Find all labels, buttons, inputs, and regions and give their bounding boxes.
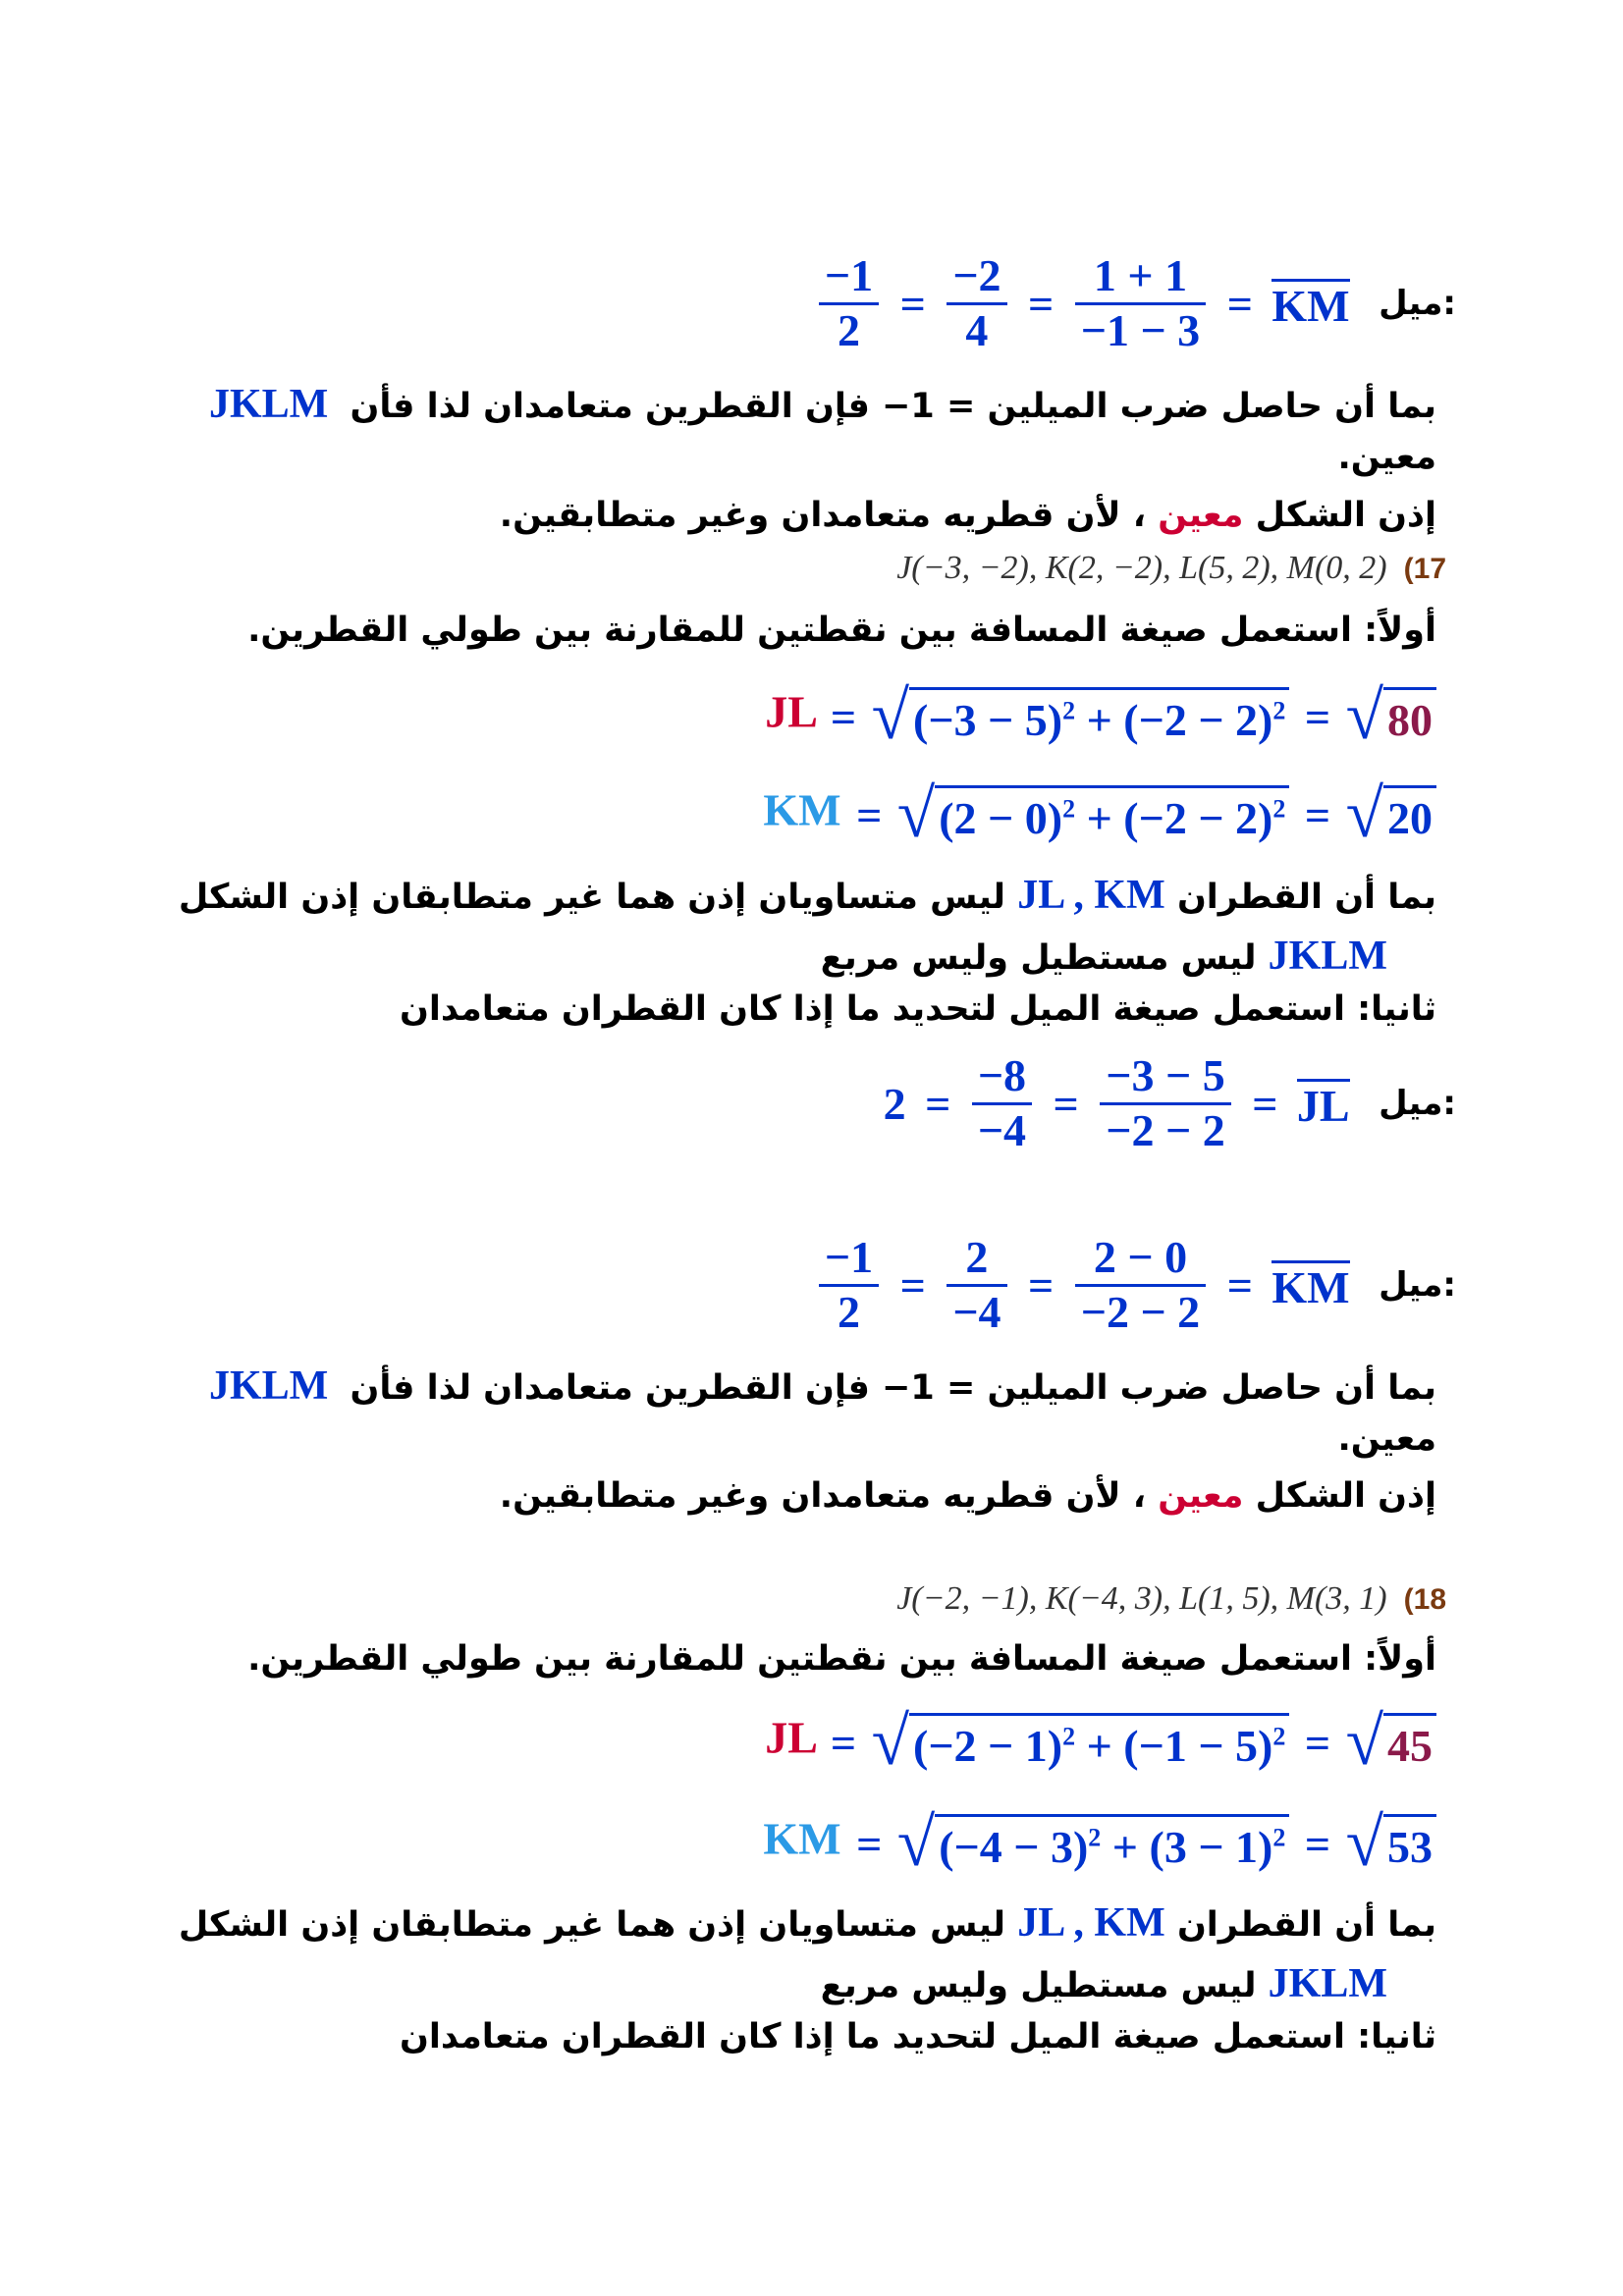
rhombus-word-17: معين. bbox=[1337, 1419, 1436, 1459]
product-line-1: بما أن حاصل ضرب الميلين = 1− فإن القطرين متعامدان لذا فأن JKLM bbox=[208, 382, 1436, 427]
diagonals-line-17: بما أن القطران JL , KM ليس متساويان إذن هما غير متطابقان إذن الشكل bbox=[178, 873, 1436, 918]
slope-label: ميل: bbox=[1379, 284, 1456, 324]
second-step-18: ثانيا: استعمل صيغة الميل لتحديد ما إذا كان القطران متعامدان bbox=[400, 2017, 1436, 2056]
km-distance-17: KM = $√(2 - 0)^2 + (-2 - 2)^2 = √20$ bbox=[763, 775, 1436, 854]
fraction: $\frac{-2}{4}$ bbox=[947, 250, 1006, 357]
fraction: $\frac{-1}{2}$ bbox=[819, 250, 879, 357]
segment-km: KM bbox=[1271, 1261, 1350, 1312]
jl-distance-17: JL = $√(-3 - 5)^2 + (-2 - 2)^2 = √80$ bbox=[765, 677, 1436, 756]
second-step-17: ثانيا: استعمل صيغة الميل لتحديد ما إذا كان القطران متعامدان bbox=[400, 989, 1436, 1029]
not-rect-18: JKLM ليس مستطيل وليس مربع bbox=[820, 1961, 1387, 2006]
km-distance-18: KM = $√(-4 - 3)^2 + (3 - 1)^2 = √53$ bbox=[763, 1804, 1436, 1883]
diagonals-line-18: بما أن القطران JL , KM ليس متساويان إذن هما غير متطابقان إذن الشكل bbox=[178, 1900, 1436, 1946]
conclusion-1: إذن الشكل معين ، لأن قطريه متعامدان وغير متطابقين. bbox=[499, 496, 1436, 535]
product-line-17: بما أن حاصل ضرب الميلين = 1− فإن القطرين متعامدان لذا فأن JKLM bbox=[208, 1363, 1436, 1409]
first-step-18: أولاً: استعمل صيغة المسافة بين نقطتين للمقارنة بين طولي القطرين. bbox=[247, 1639, 1436, 1679]
conclusion-17: إذن الشكل معين ، لأن قطريه متعامدان وغير متطابقين. bbox=[499, 1476, 1436, 1516]
rhombus-word-1: معين. bbox=[1337, 438, 1436, 477]
slope-km-formula-1: $\frac{-1}{2}$ = $\frac{-2}{4}$ = $\frac{1 + 1}{-1 - 3}$ = KM ميل: bbox=[813, 250, 1456, 357]
slope-km-17: $\frac{-1}{2}$ = $\frac{2}{-4}$ = $\frac{2 - 0}{-2 - 2}$ = KM ميل: bbox=[813, 1232, 1456, 1339]
jl-distance-18: JL = $√(-2 - 1)^2 + (-1 - 5)^2 = √45$ bbox=[765, 1703, 1436, 1782]
first-step-17: أولاً: استعمل صيغة المسافة بين نقطتين للمقارنة بين طولي القطرين. bbox=[247, 611, 1436, 650]
segment-km: KM bbox=[1271, 280, 1350, 331]
problem-17-statement: J(−3, −2), K(2, −2), L(5, 2), M(0, 2) (17 bbox=[896, 550, 1446, 586]
segment-jl: JL bbox=[1296, 1080, 1350, 1131]
fraction: $\frac{2}{-4}$ bbox=[947, 1232, 1006, 1339]
fraction: $\frac{-3 - 5}{-2 - 2}$ bbox=[1100, 1050, 1230, 1157]
problem-18-statement: J(−2, −1), K(−4, 3), L(1, 5), M(3, 1) (18 bbox=[896, 1580, 1446, 1617]
not-rect-17: JKLM ليس مستطيل وليس مربع bbox=[820, 934, 1387, 979]
fraction: $\frac{1 + 1}{-1 - 3}$ bbox=[1075, 250, 1206, 357]
fraction: $\frac{-8}{-4}$ bbox=[972, 1050, 1032, 1157]
slope-jl-17: 2 = $\frac{-8}{-4}$ = $\frac{-3 - 5}{-2 - 2}$ = JL ميل: bbox=[883, 1050, 1456, 1155]
fraction: $\frac{2 - 0}{-2 - 2}$ bbox=[1075, 1232, 1206, 1339]
fraction: $\frac{-1}{2}$ bbox=[819, 1232, 879, 1339]
